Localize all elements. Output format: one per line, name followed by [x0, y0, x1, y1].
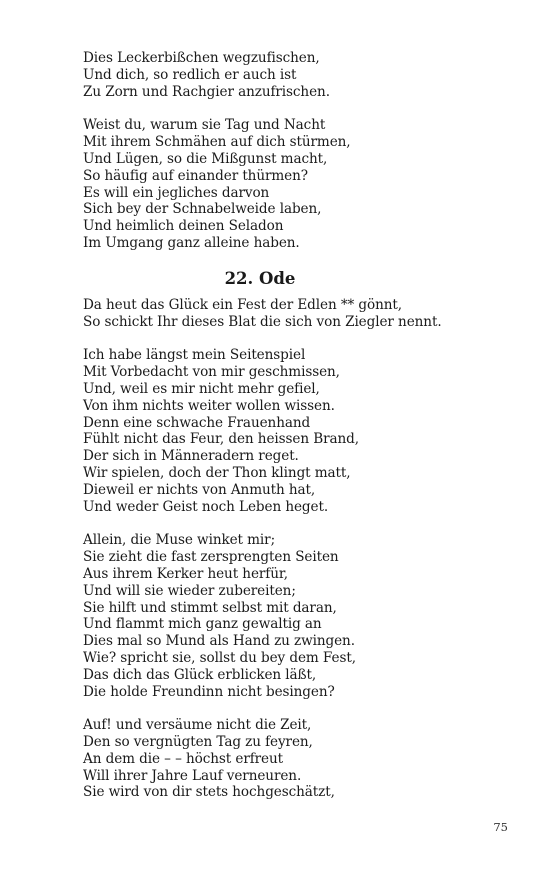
verse-line: Mit Vorbedacht von mir geschmissen, [83, 364, 340, 381]
verse-line: Und heimlich deinen Seladon [83, 218, 284, 235]
page-number: 75 [493, 820, 508, 834]
stanza [83, 717, 523, 801]
verse-line: Der sich in Männeradern reget. [83, 448, 299, 465]
verse-line: Und flammt mich ganz gewaltig an [83, 616, 322, 633]
verse-line: Dies Leckerbißchen wegzufischen, [83, 50, 320, 66]
section-heading: 22. Ode [224, 268, 296, 288]
verse-line: Und dich, so redlich er auch ist [83, 66, 297, 83]
stanza [83, 117, 523, 251]
verse-line: Wie? spricht sie, sollst du bey dem Fest, [83, 649, 356, 666]
verse-line: Die holde Freundinn nicht besingen? [83, 683, 335, 700]
verse-line: Im Umgang ganz alleine haben. [83, 234, 300, 251]
verse-line: Und weder Geist noch Leben heget. [83, 498, 329, 515]
stanza [83, 532, 523, 700]
verse-line: Sie wird von dir stets hochgeschätzt, [83, 784, 335, 801]
stanza [83, 297, 523, 331]
verse-line: Dieweil er nichts von Anmuth hat, [83, 481, 316, 498]
verse-line: Und will sie wieder zubereiten; [83, 582, 296, 599]
stanza [83, 347, 523, 515]
verse-line: Sie zieht die fast zersprengten Seiten [83, 549, 339, 566]
verse-line: So schickt Ihr dieses Blat die sich von Ziegler nennt. [83, 313, 442, 330]
verse-line: Den so vergnügten Tag zu feyren, [83, 734, 313, 751]
verse-line: Es will ein jegliches darvon [83, 184, 270, 201]
verse-line: Mit ihrem Schmähen auf dich stürmen, [83, 134, 351, 151]
verse-line: Fühlt nicht das Feur, den heissen Brand, [83, 431, 359, 448]
verse-line: So häufig auf einander thürmen? [83, 167, 308, 184]
verse-line: Will ihrer Jahre Lauf verneuren. [83, 767, 302, 784]
verse-line: Wir spielen, doch der Thon klingt matt, [83, 464, 351, 481]
verse-line: Das dich das Glück erblicken läßt, [83, 666, 317, 683]
verse-line: Weist du, warum sie Tag und Nacht [83, 117, 326, 134]
verse-line: Dies mal so Mund als Hand zu zwingen. [83, 633, 355, 650]
verse-line: Und Lügen, so die Mißgunst macht, [83, 150, 328, 167]
verse-line: Von ihm nichts weiter wollen wissen. [83, 397, 335, 414]
verse-line: Aus ihrem Kerker heut herfür, [83, 565, 289, 582]
verse-line: Zu Zorn und Rachgier anzufrischen. [83, 83, 330, 100]
poem-section-before [83, 50, 523, 252]
verse-line: Allein, die Muse winket mir; [83, 532, 276, 549]
page-body [83, 50, 523, 818]
verse-line: Sie hilft und stimmt selbst mit daran, [83, 599, 337, 616]
verse-line: Da heut das Glück ein Fest der Edlen ** gönnt, [83, 296, 403, 313]
verse-line: Sich bey der Schnabelweide laben, [83, 201, 322, 218]
verse-line: Denn eine schwache Frauenhand [83, 414, 311, 431]
stanza [83, 50, 523, 100]
verse-line: Ich habe längst mein Seitenspiel [83, 347, 306, 364]
verse-line: An dem die – – höchst erfreut [83, 750, 284, 767]
poem-section-after [83, 297, 523, 802]
verse-line: Auf! und versäume nicht die Zeit, [83, 717, 312, 734]
verse-line: Und, weil es mir nicht mehr gefiel, [83, 380, 320, 397]
